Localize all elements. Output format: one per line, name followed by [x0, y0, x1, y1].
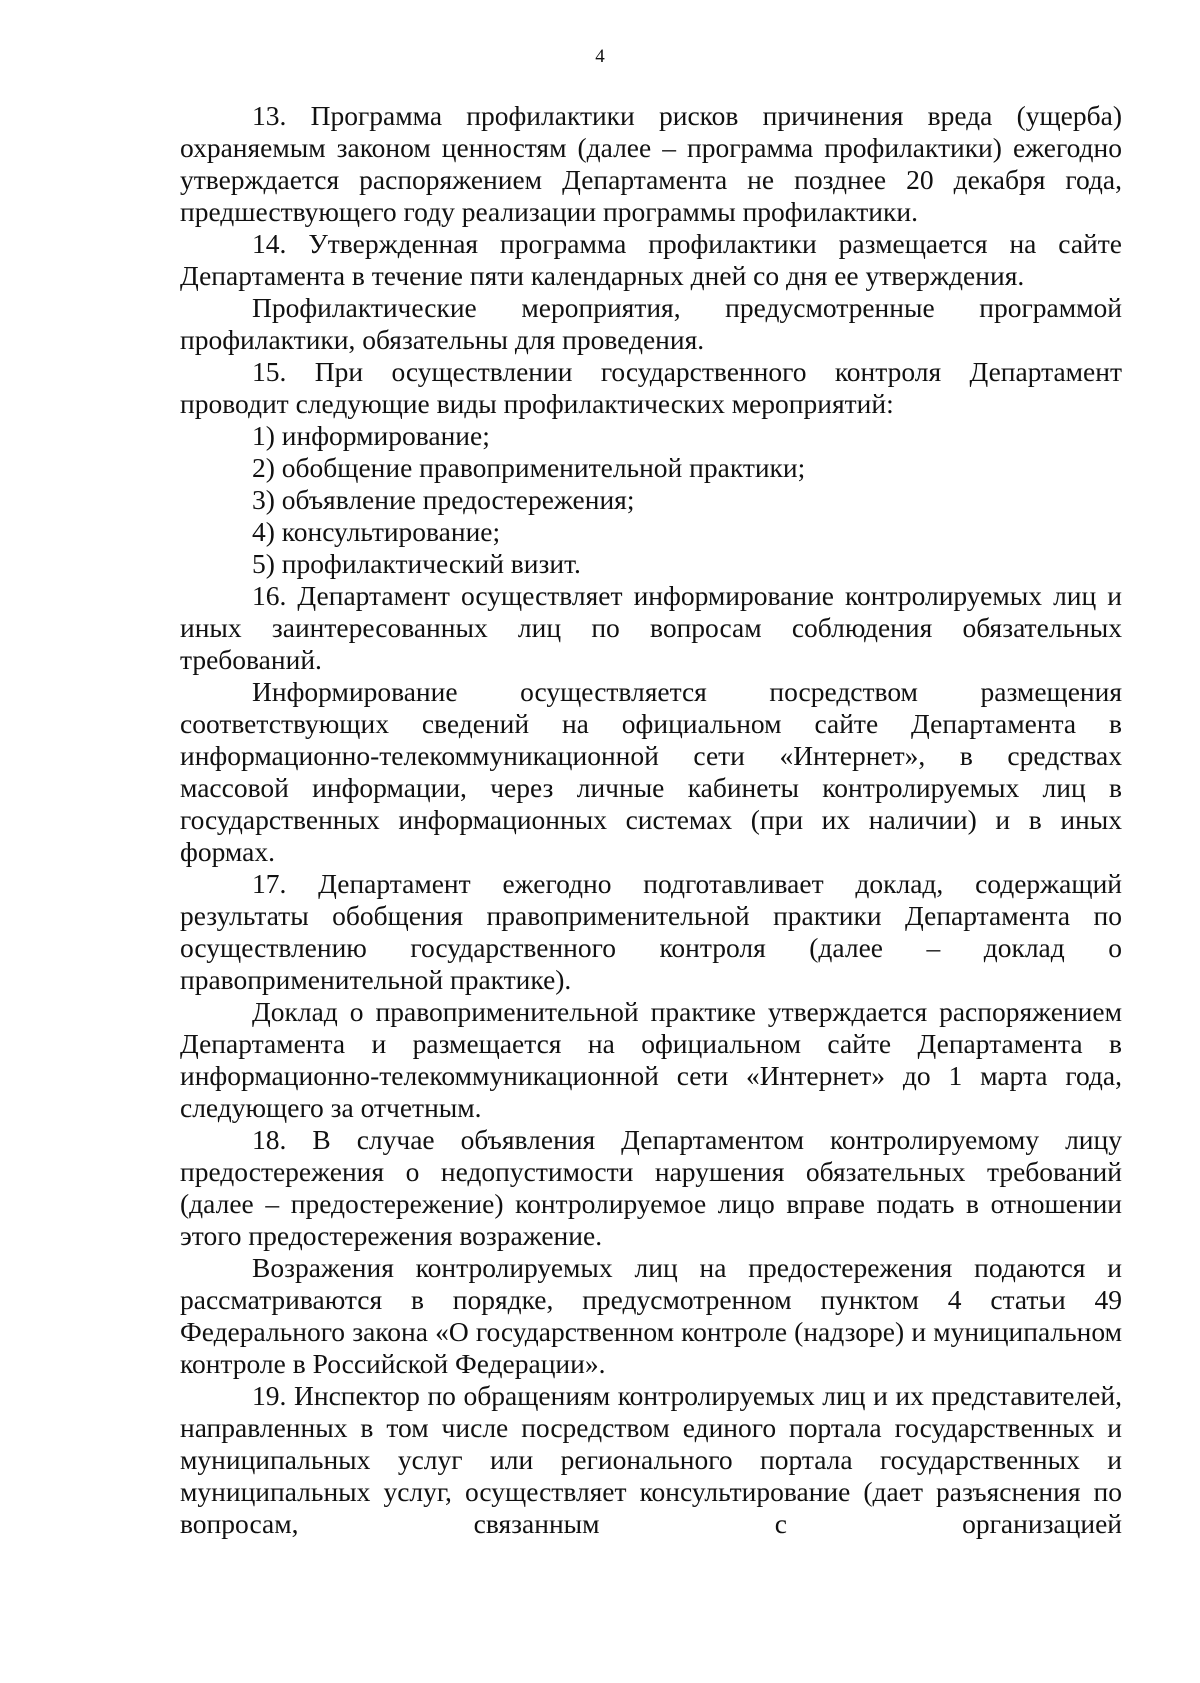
list-item-5: 5) профилактический визит. [252, 548, 581, 579]
paragraph-16-cont: Информирование осуществляется посредством размещения соответствующих сведений на официальном сайте Департамента в информационно-телекоммуникационной сети «Интернет», в средствах массовой информации, через личные кабинеты контролируемых лиц в государственных информационных системах (при их наличии) и в иных формах. [180, 676, 1122, 867]
paragraph-15: 15. При осуществлении государственного контроля Департамент проводит следующие виды профилактических мероприятий: [180, 356, 1122, 419]
paragraph-18-cont: Возражения контролируемых лиц на предостережения подаются и рассматриваются в порядке, предусмотренном пунктом 4 статьи 49 Федерального закона «О государственном контроле (надзоре) и муниципальном контроле в Российской Федерации». [180, 1252, 1122, 1379]
paragraph-18: 18. В случае объявления Департаментом контролируемому лицу предостережения о недопустимости нарушения обязательных требований (далее – предостережение) контролируемое лицо вправе подать в отношении этого предостережения возражение. [180, 1124, 1122, 1251]
list-item-1: 1) информирование; [252, 420, 490, 451]
paragraph-16: 16. Департамент осуществляет информирование контролируемых лиц и иных заинтересованных лиц по вопросам соблюдения обязательных требований. [180, 580, 1122, 675]
paragraph-14: 14. Утвержденная программа профилактики размещается на сайте Департамента в течение пяти календарных дней со дня ее утверждения. [180, 228, 1122, 291]
page-number: 4 [595, 46, 605, 67]
list-item-2: 2) обобщение правоприменительной практики; [252, 452, 806, 483]
paragraph-13: 13. Программа профилактики рисков причинения вреда (ущерба) охраняемым законом ценностям (далее – программа профилактики) ежегодно утверждается распоряжением Департамента не позднее 20 декабря года, предшествующего году реализации программы профилактики. [180, 100, 1122, 227]
list-item-4: 4) консультирование; [252, 516, 501, 547]
paragraph-14-cont: Профилактические мероприятия, предусмотренные программой профилактики, обязательны для проведения. [180, 292, 1122, 355]
document-body [180, 100, 1122, 1540]
paragraph-19: 19. Инспектор по обращениям контролируемых лиц и их представителей, направленных в том числе посредством единого портала государственных и муниципальных услуг или регионального портала государственных и муниципальных услуг, осуществляет консультирование (дает разъяснения по вопросам, связанным с организацией [180, 1380, 1122, 1539]
list-item-3: 3) объявление предостережения; [252, 484, 635, 515]
paragraph-17: 17. Департамент ежегодно подготавливает доклад, содержащий результаты обобщения правоприменительной практики Департамента по осуществлению государственного контроля (далее – доклад о правоприменительной практике). [180, 868, 1122, 995]
paragraph-17-cont: Доклад о правоприменительной практике утверждается распоряжением Департамента и размещается на официальном сайте Департамента в информационно-телекоммуникационной сети «Интернет» до 1 марта года, следующего за отчетным. [180, 996, 1122, 1123]
